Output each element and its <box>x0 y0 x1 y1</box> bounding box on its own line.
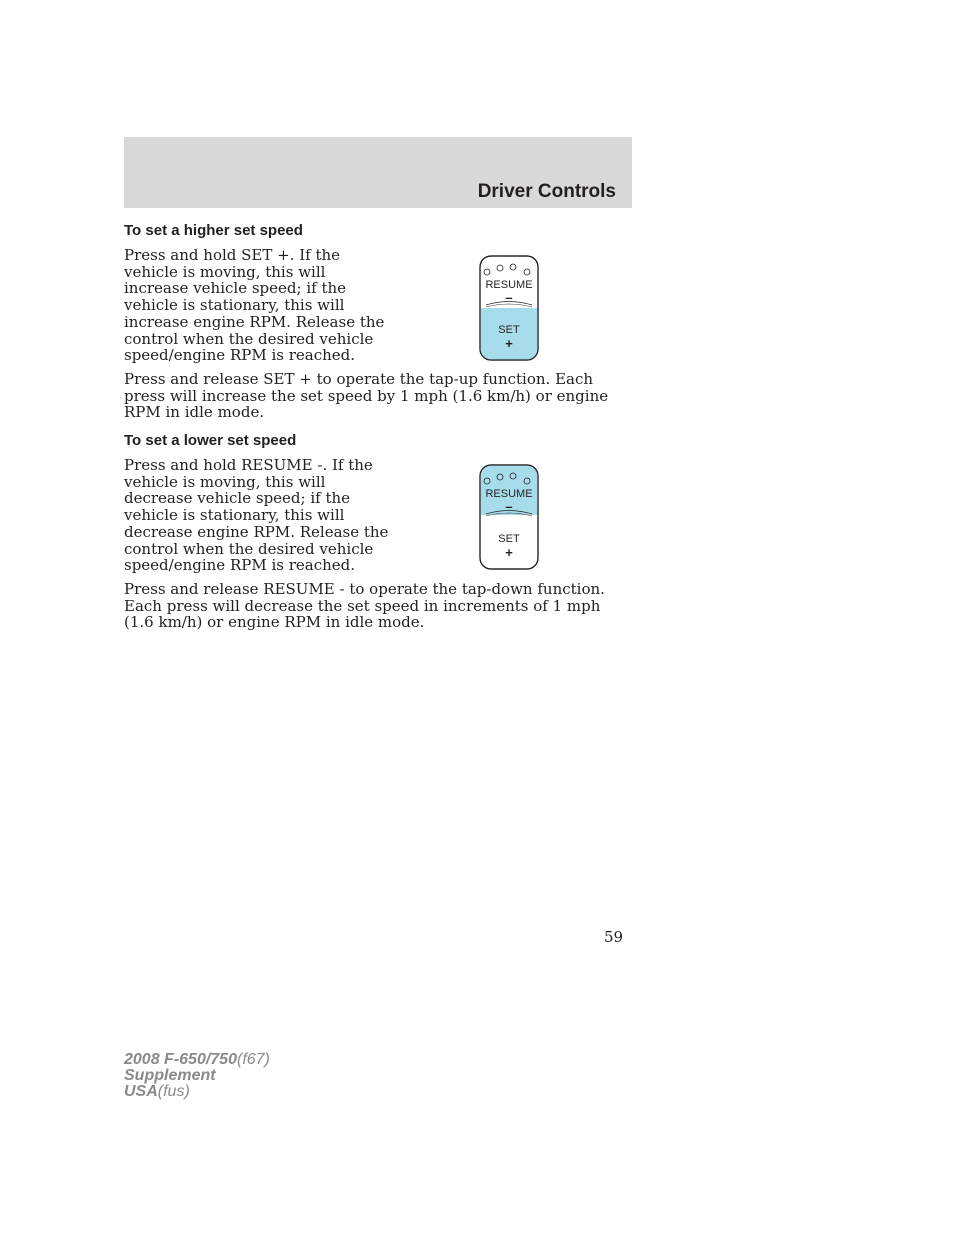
set-plus-switch-illustration <box>478 254 542 368</box>
rocker-switch-icon <box>478 254 542 364</box>
footer-line-model <box>124 1052 270 1068</box>
section-title: Driver Controls <box>477 181 616 202</box>
section-higher-set-speed <box>124 222 632 421</box>
page-number: 59 <box>604 928 624 946</box>
footer-model-code: (f67) <box>236 1051 270 1068</box>
plus-sign: + <box>505 545 513 560</box>
section-heading: To set a lower set speed <box>124 432 297 449</box>
footer-line-market <box>124 1084 270 1100</box>
resume-label: RESUME <box>485 488 533 500</box>
document-footer <box>124 1052 270 1100</box>
set-label: SET <box>498 324 520 336</box>
section-lower-set-speed <box>124 432 632 631</box>
instruction-paragraph: Press and release RESUME - to operate the tap-down function. Each press will decrease the set speed in increments of 1 mph (1.6 km/h) or engine RPM in idle mode. <box>124 579 605 632</box>
section-header-band <box>124 137 632 208</box>
set-label: SET <box>498 533 520 545</box>
minus-sign: – <box>505 499 513 514</box>
minus-sign: – <box>505 290 513 305</box>
instruction-paragraph: Press and hold RESUME -. If the vehicle is moving, this will decrease vehicle speed; if the vehicle is stationary, this will decrease engine RPM. Release the control when the desired vehicle speed/engine RPM is reached. <box>124 456 389 575</box>
plus-sign: + <box>505 336 513 351</box>
footer-market: USA <box>124 1083 158 1100</box>
resume-label: RESUME <box>485 279 533 291</box>
section-heading: To set a higher set speed <box>124 222 303 239</box>
footer-market-code: (fus) <box>157 1083 190 1100</box>
instruction-paragraph: Press and release SET + to operate the tap-up function. Each press will increase the set speed by 1 mph (1.6 km/h) or engine RPM in idle mode. <box>124 369 609 422</box>
footer-line-supplement: Supplement <box>124 1067 216 1084</box>
footer-model: 2008 F-650/750 <box>124 1051 237 1068</box>
rocker-switch-icon <box>478 463 542 573</box>
instruction-paragraph: Press and hold SET +. If the vehicle is moving, this will increase vehicle speed; if the vehicle is stationary, this will increase engine RPM. Release the control when the desired vehicle speed/engine RPM is reached. <box>124 246 385 365</box>
resume-minus-switch-illustration <box>478 463 542 577</box>
